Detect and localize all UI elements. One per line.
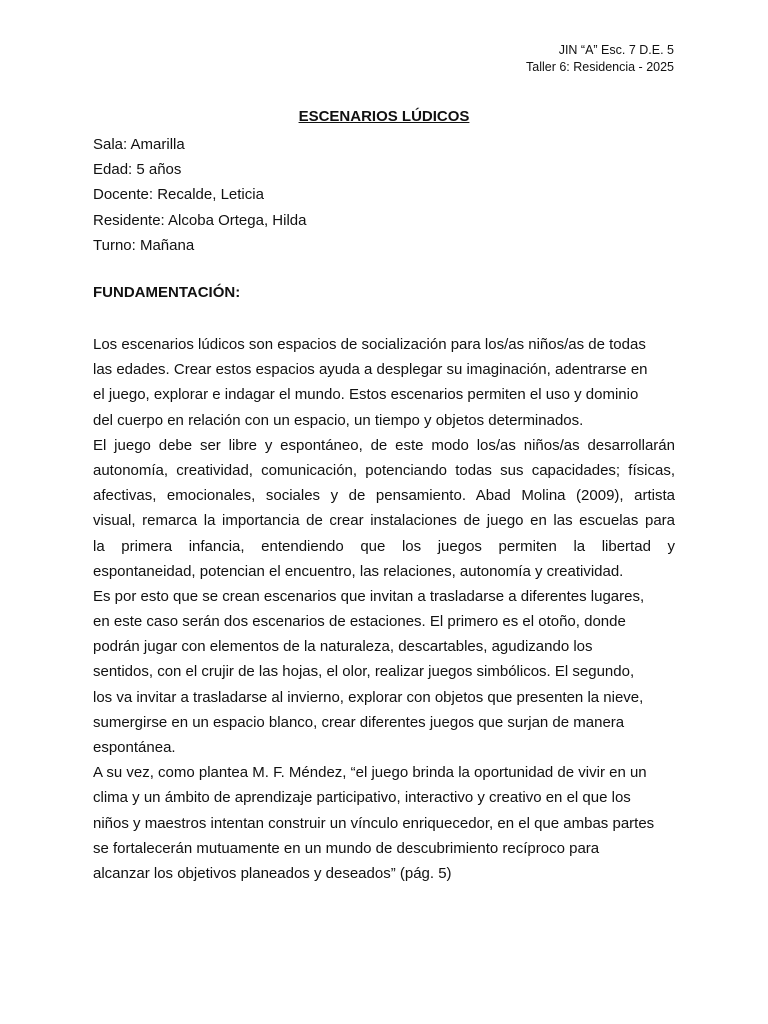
body-line: del cuerpo en relación con un espacio, un tiempo y objetos determinados. (93, 411, 584, 429)
header-school-line: JIN “A” Esc. 7 D.E. 5 (558, 43, 674, 57)
body-line: espontaneidad, potencian el encuentro, las relaciones, autonomía y creatividad. (93, 562, 624, 580)
body-line: el juego, explorar e indagar el mundo. Estos escenarios permiten el uso y dominio (93, 386, 639, 404)
info-turno: Turno: Mañana (93, 236, 195, 254)
body-line: sumergirse en un espacio blanco, crear diferentes juegos que surjan de manera (93, 713, 625, 731)
body-line: clima y un ámbito de aprendizaje participativo, interactivo y creativo en el que los (93, 789, 631, 807)
info-docente: Docente: Recalde, Leticia (93, 186, 264, 204)
body-line: sentidos, con el crujir de las hojas, el olor, realizar juegos simbólicos. El segundo, (93, 663, 635, 681)
body-line: afectivas, emocionales, sociales y de pensamiento. Abad Molina (2009), artista (93, 487, 675, 505)
body-line: en este caso serán dos escenarios de estaciones. El primero es el otoño, donde (93, 613, 626, 631)
body-line: las edades. Crear estos espacios ayuda a desplegar su imaginación, adentrarse en (93, 361, 648, 379)
body-line: la primera infancia, entendiendo que los juegos permiten la libertad y (93, 537, 675, 555)
info-residente: Residente: Alcoba Ortega, Hilda (93, 211, 307, 229)
body-line: espontánea. (93, 739, 176, 756)
body-line: Es por esto que se crean escenarios que invitan a trasladarse a diferentes lugares, (93, 587, 645, 605)
info-edad: Edad: 5 años (93, 161, 182, 179)
page-header (526, 42, 674, 76)
body-text (93, 332, 675, 886)
body-line: podrán jugar con elementos de la naturaleza, descartables, agudizando los (93, 638, 593, 656)
body-line: se fortalecerán mutuamente en un mundo de descubrimiento recíproco para (93, 839, 600, 857)
document-title: ESCENARIOS LÚDICOS (298, 108, 470, 125)
body-line: A su vez, como plantea M. F. Méndez, “el juego brinda la oportunidad de vivir en un (93, 764, 647, 782)
body-line: El juego debe ser libre y espontáneo, de este modo los/as niños/as desarrollarán (93, 436, 675, 454)
section-heading: FUNDAMENTACIÓN: (93, 284, 241, 301)
body-line: Los escenarios lúdicos son espacios de socialización para los/as niños/as de todas (93, 336, 646, 353)
body-line: visual, remarca la importancia de crear instalaciones de juego en las escuelas para (93, 512, 675, 530)
body-line: autonomía, creatividad, comunicación, potenciando todas sus capacidades; físicas, (93, 461, 675, 479)
info-sala: Sala: Amarilla (93, 136, 185, 153)
body-line: alcanzar los objetivos planeados y deseados” (pág. 5) (93, 864, 452, 882)
header-workshop-line: Taller 6: Residencia - 2025 (526, 60, 674, 74)
body-line: niños y maestros intentan construir un vínculo enriquecedor, en el que ambas partes (93, 814, 655, 832)
info-block (93, 132, 306, 258)
body-line: los va invitar a trasladarse al invierno, explorar con objetos que presenten la nieve, (93, 688, 644, 706)
